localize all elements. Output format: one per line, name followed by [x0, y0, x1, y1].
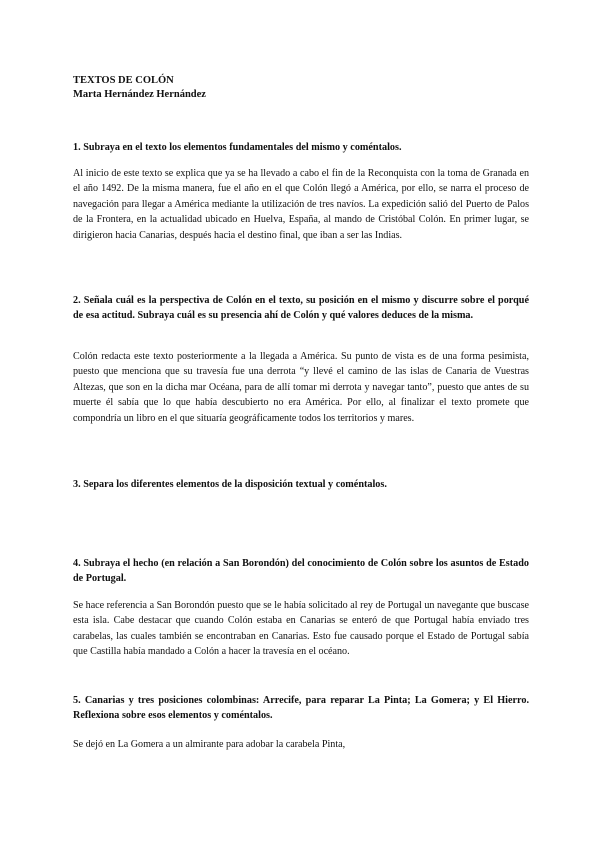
question-1-heading: 1. Subraya en el texto los elementos fundamentales del mismo y coméntalos. [73, 142, 402, 153]
document-header [73, 74, 533, 102]
answer-1-paragraph: Al inicio de este texto se explica que ya se ha llevado a cabo el fin de la Reconquista con la toma de Granada en el año 1492. De la misma manera, fue el año en el que Colón llegó a América, por ello, se narra el proceso de navegación para llegar a América mediante la utilización de tres navíos. La expedición salió del Puerto de Palos de la Frontera, en la actualidad ubicado en Huelva, España, al mando de Cristóbal Colón. En primer lugar, se dirigieron hacia Canarias, después hacia el destino final, que iban a ser las Indias. [73, 168, 529, 241]
question-5-heading: 5. Canarias y tres posiciones colombinas: Arrecife, para reparar La Pinta; La Gomera; y El Hierro. Reflexiona sobre esos elementos y coméntalos. [73, 695, 529, 722]
question-3-heading: 3. Separa los diferentes elementos de la disposición textual y coméntalos. [73, 479, 387, 490]
document-title: TEXTOS DE COLÓN [73, 75, 174, 86]
question-4-heading: 4. Subraya el hecho (en relación a San Borondón) del conocimiento de Colón sobre los asuntos de Estado de Portugal. [73, 558, 529, 585]
document-author: Marta Hernández Hernández [73, 89, 206, 100]
question-2-heading: 2. Señala cuál es la perspectiva de Colón en el texto, su posición en el mismo y discurre sobre el porqué de esa actitud. Subraya cuál es su presencia ahí de Colón y qué valores deduces de la misma. [73, 295, 529, 322]
answer-5-paragraph: Se dejó en La Gomera a un almirante para adobar la carabela Pinta, [73, 739, 346, 750]
answer-4-paragraph: Se hace referencia a San Borondón puesto que se le había solicitado al rey de Portugal un navegante que buscase esta isla. Cabe destacar que cuando Colón estaba en Canarias se enteró de que Portugal había enviado tres carabelas, las cuales también se encontraban en Canarias. Esto fue causado porque el Estado de Portugal sabía que Castilla había mandado a Colón a hacer la travesía en el océano. [73, 600, 529, 658]
answer-2-paragraph: Colón redacta este texto posteriormente a la llegada a América. Su punto de vista es de una forma pesimista, puesto que menciona que su travesía fue una derrota “y llevé el camino de las islas de Canaria de Vuestras Altezas, que son en la dicha mar Océana, para de allí tomar mi derrota y navegar tanto”, puesto que antes de su muerte él sabía que lo que había descubierto no era América. Por ello, al finalizar el texto promete que compondría un libro en el que situaría geográficamente todos los territorios y mares. [73, 351, 529, 424]
